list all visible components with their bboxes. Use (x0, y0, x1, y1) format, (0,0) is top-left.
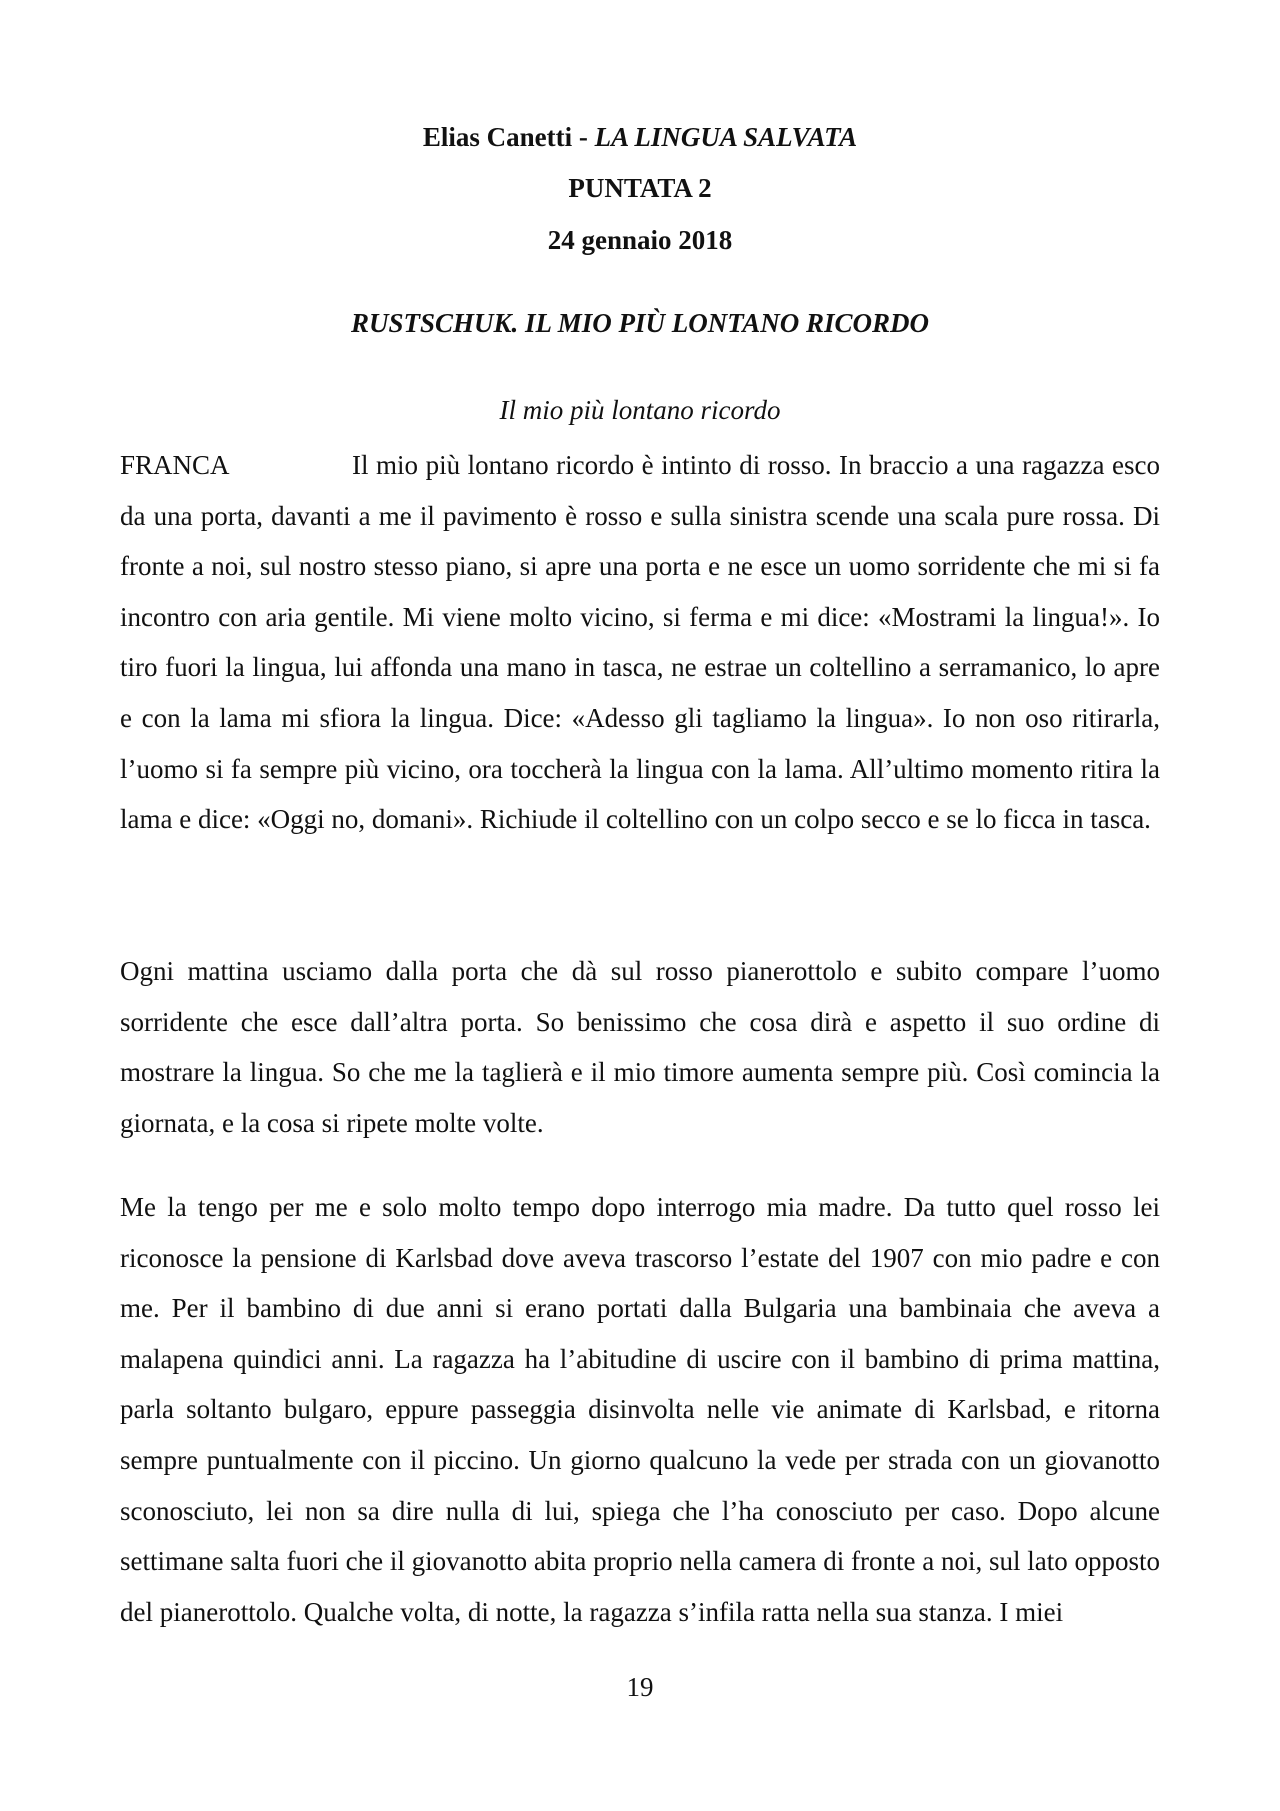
speaker-label: FRANCA (120, 450, 230, 480)
section-subtitle: Il mio più lontano ricordo (499, 395, 781, 425)
paragraph-1 (120, 440, 1160, 845)
paragraph-1-text: Il mio più lontano ricordo è intinto di rosso. In braccio a una ragazza esco da una porta, davanti a me il pavimento è rosso e sulla sinistra scende una scala pure rossa. Di fronte a noi, sul nostro stesso piano, si apre una porta e ne esce un uomo sorridente che mi si fa incontro con aria gentile. Mi viene molto vicino, si ferma e mi dice: «Mostrami la lingua!». Io tiro fuori la lingua, lui affonda una mano in tasca, ne estrae un coltellino a serramanico, lo apre e con la lama mi sfiora la lingua. Dice: «Adesso gli tagliamo la lingua». Io non oso ritirarla, l’uomo si fa sempre più vicino, ora toccherà la lingua con la lama. All’ultimo momento ritira la lama e dice: «Oggi no, domani». Richiude il coltellino con un colpo secco e se lo ficca in tasca. (120, 450, 1160, 835)
page-number: 19 (626, 1672, 654, 1702)
paragraph-3: Me la tengo per me e solo molto tempo dopo interrogo mia madre. Da tutto quel rosso lei riconosce la pensione di Karlsbad dove aveva trascorso l’estate del 1907 con mio padre e con me. Per il bambino di due anni si erano portati dalla Bulgaria una bambinaia che aveva a malapena quindici anni. La ragazza ha l’abitudine di uscire con il bambino di prima mattina, parla soltanto bulgaro, eppure passeggia disinvolta nelle vie animate di Karlsbad, e ritorna sempre puntualmente con il piccino. Un giorno qualcuno la vede per strada con un giovanotto sconosciuto, lei non sa dire nulla di lui, spiega che l’ha conosciuto per caso. Dopo alcune settimane salta fuori che il giovanotto abita proprio nella camera di fronte a noi, sul lato opposto del pianerottolo. Qualche volta, di notte, la ragazza s’infila ratta nella sua stanza. I miei (120, 1192, 1160, 1627)
date-heading: 24 gennaio 2018 (547, 225, 733, 255)
author-line (0, 121, 1280, 153)
paragraph-2: Ogni mattina usciamo dalla porta che dà sul rosso pianerottolo e subito compare l’uomo sorridente che esce dall’altra porta. So benissimo che cosa dirà e aspetto il suo ordine di mostrare la lingua. So che me la taglierà e il mio timore aumenta sempre più. Così comincia la giornata, e la cosa si ripete molte volte. (120, 956, 1160, 1138)
chapter-title: RUSTSCHUK. IL MIO PIÙ LONTANO RICORDO (350, 308, 930, 338)
episode-heading: PUNTATA 2 (568, 173, 712, 203)
author-name: Elias Canetti - (422, 122, 588, 152)
book-title: LA LINGUA SALVATA (594, 122, 858, 152)
